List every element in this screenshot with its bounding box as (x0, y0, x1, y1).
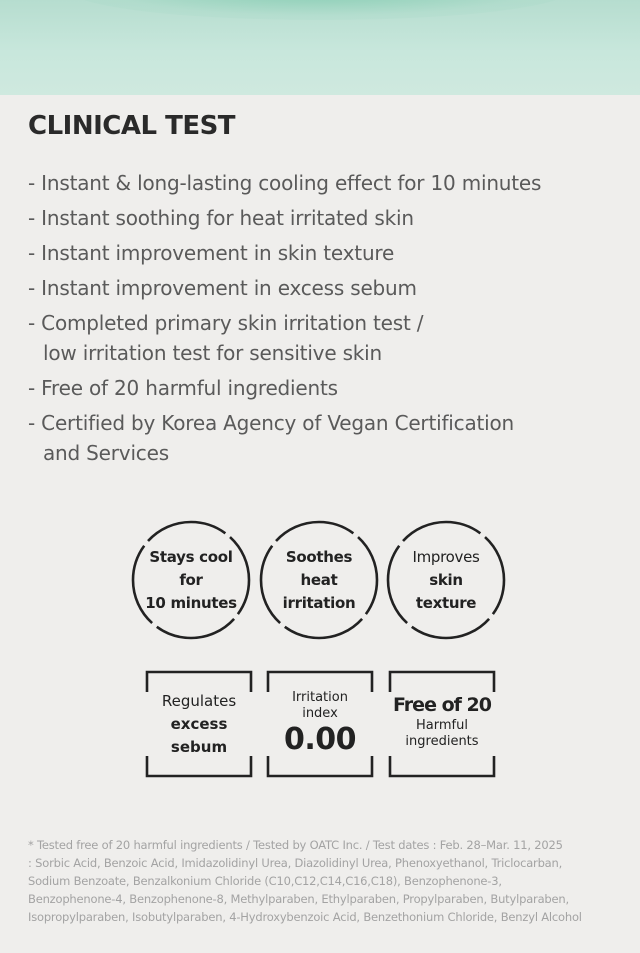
badge-line: Soothes (285, 547, 353, 566)
badge-line: Improves (412, 547, 480, 566)
claim-item: - Instant & long-lasting cooling effect for 10 minutes (28, 171, 542, 195)
badge-line: 10 minutes (145, 593, 237, 612)
square-badges (145, 670, 497, 780)
footnote-line: Benzophenone-4, Benzophenone-8, Methylparaben, Ethylparaben, Propylparaben, Butylparaben, (28, 892, 569, 906)
badge-line: for (179, 570, 203, 589)
badge-line: index (302, 706, 338, 721)
footnote-line: Sodium Benzoate, Benzalkonium Chloride (C10,C12,C14,C16,C18), Benzophenone-3, (28, 874, 502, 888)
circle-badges (131, 520, 511, 642)
badge-line: texture (415, 593, 477, 612)
badge-free-of-20 (388, 670, 496, 778)
badge-line: Regulates (161, 691, 237, 710)
claim-item: - Completed primary skin irritation test / low irritation test for sensitive skin (28, 311, 424, 365)
product-banner (0, 0, 640, 95)
badge-line: skin (429, 570, 463, 589)
badge-line: heat (300, 570, 338, 589)
clinical-claims-list (28, 168, 588, 473)
badge-line: irritation (282, 593, 356, 612)
badge-headline: Free of 20 (393, 694, 491, 716)
badge-sebum (145, 670, 253, 778)
claim-item: - Instant improvement in excess sebum (28, 276, 417, 300)
badge-line: Harmful (416, 718, 468, 733)
irritation-index-value: 0.00 (283, 722, 357, 757)
badge-texture (386, 520, 506, 640)
footnote-line: : Sorbic Acid, Benzoic Acid, Imidazolidinyl Urea, Diazolidinyl Urea, Phenoxyethanol, Triclocarban, (28, 856, 563, 870)
test-footnote (28, 836, 618, 926)
footnote-line: * Tested free of 20 harmful ingredients / Tested by OATC Inc. / Test dates : Feb. 28–Mar. 11, 2025 (28, 838, 563, 852)
claim-item: - Free of 20 harmful ingredients (28, 376, 338, 400)
badge-soothing (259, 520, 379, 640)
claim-item: - Instant improvement in skin texture (28, 241, 395, 265)
claim-item: - Instant soothing for heat irritated skin (28, 206, 414, 230)
badge-line: sebum (170, 737, 228, 756)
badge-line: ingredients (405, 734, 479, 749)
badge-line: excess (170, 714, 228, 733)
badge-irritation-index (266, 670, 374, 778)
badge-line: Irritation (292, 690, 348, 705)
claim-item: - Certified by Korea Agency of Vegan Certification and Services (28, 411, 515, 465)
badge-line: Stays cool (149, 547, 233, 566)
badge-cooling (131, 520, 251, 640)
banner-glow (70, 0, 570, 20)
footnote-line: Isopropylparaben, Isobutylparaben, 4-Hydroxybenzoic Acid, Benzethonium Chloride, Benzyl Alcohol (28, 910, 582, 924)
page-title: CLINICAL TEST (28, 111, 236, 141)
